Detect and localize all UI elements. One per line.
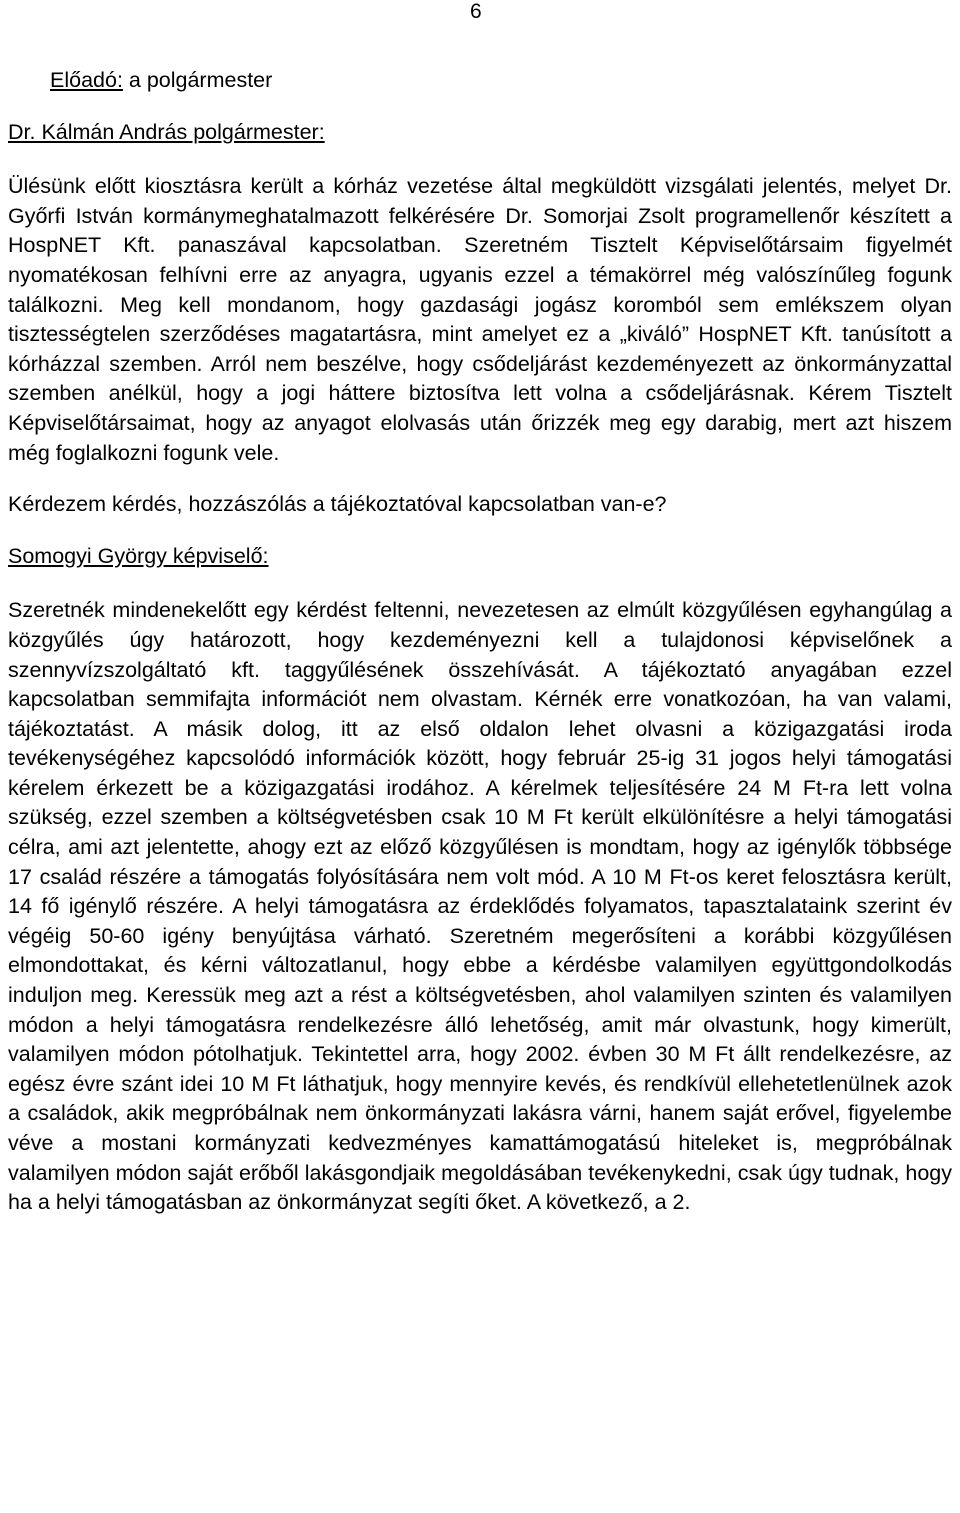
presenter-line: [8, 66, 952, 96]
presenter-label: Előadó:: [50, 68, 123, 92]
mayor-paragraph-2: Kérdezem kérdés, hozzászólás a tájékoztatóval kapcsolatban van-e?: [8, 492, 667, 517]
presenter-value: a polgármester: [122, 68, 273, 92]
page-number: 6: [470, 0, 482, 23]
mayor-paragraph-1: Ülésünk előtt kiosztásra került a kórház vezetése által megküldött vizsgálati jelentés, melyet Dr. Győrfi István kormánymeghatalmazott felkérésére Dr. Somorjai Zsolt programellenőr készített a HospNET Kft. panaszával kapcsolatban. Szeretném Tisztelt Képviselőtársaim figyelmét nyomatékosan felhívni erre az anyagra, ugyanis ezzel a témakörrel még valószínűleg fogunk találkozni. Meg kell mondanom, hogy gazdasági jogász koromból sem emlékszem olyan tisztességtelen szerződéses magatartásra, mint amelyet ez a „kiváló” HospNET Kft. tanúsított a kórházzal szemben. Arról nem beszélve, hogy csődeljárást kezdeményezett az önkormányzattal szemben anélkül, hogy a jogi háttere biztosítva lett volna a csődeljárásnak. Kérem Tisztelt Képviselőtársaimat, hogy az anyagot elolvasás után őrizzék meg egy darabig, mert azt hiszem még foglalkozni fogunk vele.: [8, 174, 952, 465]
speaker-heading-mayor: Dr. Kálmán András polgármester:: [8, 119, 325, 144]
document-body: [8, 66, 952, 1240]
speaker-heading-representative: Somogyi György képviselő:: [8, 543, 269, 568]
representative-paragraph-1: Szeretnék mindenekelőtt egy kérdést feltenni, nevezetesen az elmúlt közgyűlésen egyhangúlag a közgyűlés úgy határozott, hogy kezdeményezni kell a tulajdonosi képviselőnek a szennyvízszolgáltató kft. taggyűlésének összehívását. A tájékoztató anyagában ezzel kapcsolatban semmifajta információt nem olvastam. Kérnék erre vonatkozóan, ha van valami, tájékoztatást. A másik dolog, itt az első oldalon lehet olvasni a közigazgatási iroda tevékenységéhez kapcsolódó információk között, hogy február 25-ig 31 jogos helyi támogatási kérelem érkezett be a közigazgatási irodához. A kérelmek teljesítésére 24 M Ft-ra lett volna szükség, ezzel szemben a költségvetésben csak 10 M Ft került elkülönítésre a helyi támogatási célra, ami azt jelentette, ahogy ezt az előző közgyűlésen is mondtam, hogy az igénylők többsége 17 család részére a támogatás folyósítására nem volt mód. A 10 M Ft-os keret felosztásra került, 14 fő igénylő részére. A helyi támogatásra az érdeklődés folyamatos, tapasztalataink szerint év végéig 50-60 igény benyújtása várható. Szeretném megerősíteni a korábbi közgyűlésen elmondottakat, és kérni változatlanul, hogy ebbe a kérdésbe valamilyen együttgondolkodás induljon meg. Keressük meg azt a rést a költségvetésben, ahol valamilyen szinten és valamilyen módon a helyi támogatásra rendelkezésre álló lehetőség, amit már olvastunk, hogy kimerült, valamilyen módon pótolhatjuk. Tekintettel arra, hogy 2002. évben 30 M Ft állt rendelkezésre, az egész évre szánt idei 10 M Ft láthatjuk, hogy mennyire kevés, és rendkívül ellehetetlenülnek azok a családok, akik megpróbálnak nem önkormányzati lakásra várni, hanem saját erővel, figyelembe véve a mostani kormányzati kedvezményes kamattámogatású hiteleket is, megpróbálnak valamilyen módon saját erőből lakásgondjaik megoldásában tevékenykedni, csak úgy tudnak, hogy ha a helyi támogatásban az önkormányzat segíti őket. A következő, a 2.: [8, 598, 952, 1215]
